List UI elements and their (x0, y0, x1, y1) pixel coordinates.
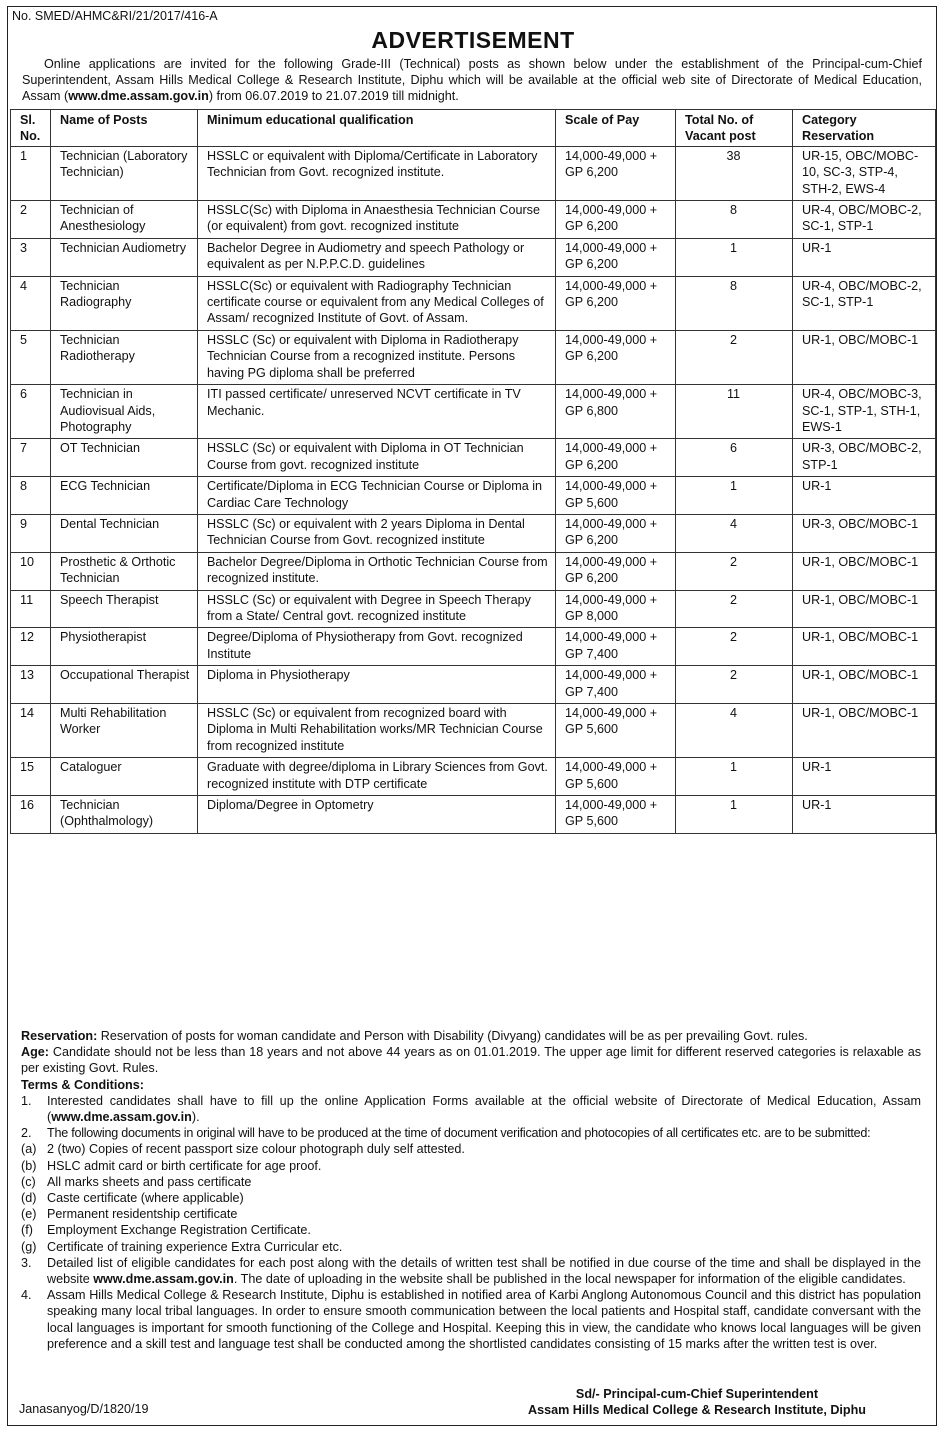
reservation-text: Reservation of posts for woman candidate and Person with Disability (Divyang) candidates will be as per prevailing Govt. rules. (100, 1029, 808, 1043)
cell-post-name: OT Technician (51, 439, 198, 477)
document-text: All marks sheets and pass certificate (47, 1174, 252, 1189)
cell-post-name: Multi Rehabilitation Worker (51, 704, 198, 758)
table-header-row (11, 110, 936, 147)
cell-post-name: Dental Technician (51, 514, 198, 552)
document-marker: (e) (21, 1207, 37, 1222)
cell-post-name: Technician Radiotherapy (51, 330, 198, 384)
cell-scale-of-pay: 14,000-49,000 + GP 5,600 (556, 758, 676, 796)
header-scale-of-pay: Scale of Pay (556, 110, 676, 147)
header-sl-no: Sl. No. (11, 110, 51, 147)
signatory-institution: Assam Hills Medical College & Research Institute, Diphu (527, 1403, 866, 1418)
term-item-3 (21, 1255, 921, 1287)
cell-scale-of-pay: 14,000-49,000 + GP 7,400 (556, 666, 676, 704)
table-row (11, 758, 936, 796)
term-text-end: ). (191, 1110, 200, 1125)
signature-block (528, 1386, 866, 1419)
cell-post-name: Speech Therapist (51, 590, 198, 628)
term-number: 4. (21, 1288, 32, 1303)
term-item-1 (21, 1093, 921, 1125)
document-marker: (g) (21, 1239, 37, 1254)
reservation-note (21, 1028, 921, 1044)
age-note (21, 1044, 921, 1076)
cell-qualification: Bachelor Degree/Diploma in Orthotic Technician Course from recognized institute. (198, 552, 556, 590)
table-row (11, 796, 936, 834)
cell-qualification: Bachelor Degree in Audiometry and speech Pathology or equivalent as per N.P.P.C.D. guidelines (198, 238, 556, 276)
table-row (11, 514, 936, 552)
document-item (21, 1222, 921, 1238)
cell-scale-of-pay: 14,000-49,000 + GP 6,200 (556, 276, 676, 330)
document-marker: (a) (21, 1142, 37, 1157)
cell-post-name: Occupational Therapist (51, 666, 198, 704)
cell-post-name: Cataloguer (51, 758, 198, 796)
cell-qualification: HSSLC (Sc) or equivalent with 2 years Diploma in Dental Technician Course from Govt. recognized institute (198, 514, 556, 552)
cell-sl-no: 15 (11, 758, 51, 796)
cell-sl-no: 1 (11, 146, 51, 200)
posts-table (10, 109, 936, 834)
cell-qualification: Certificate/Diploma in ECG Technician Course or Diploma in Cardiac Care Technology (198, 477, 556, 515)
cell-category: UR-1 (793, 796, 936, 834)
document-item (21, 1158, 921, 1174)
cell-vacancies: 2 (676, 552, 793, 590)
cell-scale-of-pay: 14,000-49,000 + GP 6,200 (556, 552, 676, 590)
cell-sl-no: 16 (11, 796, 51, 834)
cell-sl-no: 14 (11, 704, 51, 758)
terms-heading: Terms & Conditions: (21, 1077, 144, 1092)
cell-qualification: Graduate with degree/diploma in Library Sciences from Govt. recognized institute with DTP certificate (198, 758, 556, 796)
cell-qualification: HSSLC (Sc) or equivalent with Diploma in Radiotherapy Technician Course from a recognized institute. Persons having PG diploma shall be preferred (198, 330, 556, 384)
cell-post-name: Technician (Ophthalmology) (51, 796, 198, 834)
document-marker: (d) (21, 1191, 37, 1206)
cell-sl-no: 7 (11, 439, 51, 477)
cell-qualification: HSSLC (Sc) or equivalent with Diploma in OT Technician Course from govt. recognized institute (198, 439, 556, 477)
signatory-title: Sd/- Principal-cum-Chief Superintendent (575, 1387, 819, 1401)
term-text: The following documents in original will have to be produced at the time of document verification and photocopies of all certificates etc. are to be submitted: (47, 1126, 871, 1141)
document-marker: (c) (21, 1174, 36, 1189)
term-text: Detailed list of eligible candidates for each post along with the details of written test shall be notified in due course of the time and shall be displayed in the website (47, 1255, 921, 1287)
table-row (11, 439, 936, 477)
table-row (11, 628, 936, 666)
term-number: 1. (21, 1093, 32, 1108)
document-item (21, 1190, 921, 1206)
table-row (11, 276, 936, 330)
cell-vacancies: 11 (676, 385, 793, 439)
document-text: Employment Exchange Registration Certificate. (47, 1223, 311, 1238)
cell-vacancies: 1 (676, 796, 793, 834)
term-text: Assam Hills Medical College & Research Institute, Diphu is established in notified area of Karbi Anglong Autonomous Council and this district has population speaking many local tribal languages. In order to ensure smooth communication between the local patients and Hospital staff, candidate conversant with the local languages is important for smooth functioning of the College and Hospital. Keeping this in view, the candidate who knows local languages will be given preference and a skill test and language test shall be conducted among the shortlisted candidates consisting of 15 marks after the written test is over. (47, 1288, 921, 1351)
cell-qualification: HSSLC (Sc) or equivalent with Degree in Speech Therapy from a State/ Central govt. recognized institute (198, 590, 556, 628)
cell-sl-no: 3 (11, 238, 51, 276)
cell-category: UR-4, OBC/MOBC-3, SC-1, STP-1, STH-1, EWS-1 (793, 385, 936, 439)
website-link[interactable]: www.dme.assam.gov.in (51, 1110, 192, 1125)
reservation-label: Reservation: (21, 1029, 98, 1043)
page-title: ADVERTISEMENT (371, 27, 575, 53)
term-number: 3. (21, 1255, 32, 1270)
cell-vacancies: 1 (676, 758, 793, 796)
cell-category: UR-1 (793, 477, 936, 515)
cell-vacancies: 2 (676, 590, 793, 628)
cell-scale-of-pay: 14,000-49,000 + GP 6,200 (556, 238, 676, 276)
cell-qualification: HSSLC or equivalent with Diploma/Certificate in Laboratory Technician from Govt. recognized institute. (198, 146, 556, 200)
cell-category: UR-1, OBC/MOBC-1 (793, 704, 936, 758)
cell-scale-of-pay: 14,000-49,000 + GP 5,600 (556, 704, 676, 758)
cell-qualification: ITI passed certificate/ unreserved NCVT certificate in TV Mechanic. (198, 385, 556, 439)
cell-qualification: Diploma/Degree in Optometry (198, 796, 556, 834)
cell-post-name: Technician Audiometry (51, 238, 198, 276)
term-item-4 (21, 1287, 921, 1352)
cell-category: UR-1, OBC/MOBC-1 (793, 590, 936, 628)
cell-vacancies: 1 (676, 238, 793, 276)
table-row (11, 238, 936, 276)
cell-scale-of-pay: 14,000-49,000 + GP 6,800 (556, 385, 676, 439)
cell-scale-of-pay: 14,000-49,000 + GP 6,200 (556, 146, 676, 200)
cell-category: UR-4, OBC/MOBC-2, SC-1, STP-1 (793, 276, 936, 330)
cell-post-name: Physiotherapist (51, 628, 198, 666)
table-row (11, 590, 936, 628)
document-text: HSLC admit card or birth certificate for age proof. (47, 1158, 322, 1173)
cell-vacancies: 6 (676, 439, 793, 477)
cell-qualification: HSSLC(Sc) or equivalent with Radiography Technician certificate course or equivalent from any Medical Colleges of Assam/ recognized Institute of Govt. of Assam. (198, 276, 556, 330)
cell-post-name: Technician in Audiovisual Aids, Photography (51, 385, 198, 439)
cell-scale-of-pay: 14,000-49,000 + GP 6,200 (556, 330, 676, 384)
document-item (21, 1141, 921, 1157)
term-item-2 (21, 1125, 921, 1141)
table-row (11, 666, 936, 704)
document-item (21, 1206, 921, 1222)
cell-scale-of-pay: 14,000-49,000 + GP 6,200 (556, 514, 676, 552)
cell-sl-no: 10 (11, 552, 51, 590)
cell-vacancies: 8 (676, 201, 793, 239)
cell-post-name: Prosthetic & Orthotic Technician (51, 552, 198, 590)
table-row (11, 330, 936, 384)
header-qualification: Minimum educational qualification (198, 110, 556, 147)
cell-category: UR-1, OBC/MOBC-1 (793, 330, 936, 384)
table-row (11, 704, 936, 758)
cell-sl-no: 11 (11, 590, 51, 628)
cell-sl-no: 13 (11, 666, 51, 704)
cell-category: UR-1, OBC/MOBC-1 (793, 628, 936, 666)
cell-vacancies: 2 (676, 666, 793, 704)
cell-vacancies: 38 (676, 146, 793, 200)
cell-sl-no: 5 (11, 330, 51, 384)
header-vacancies: Total No. of Vacant post (676, 110, 793, 147)
cell-qualification: HSSLC (Sc) or equivalent from recognized board with Diploma in Multi Rehabilitation works/MR Technician Course from recognized institute (198, 704, 556, 758)
cell-vacancies: 8 (676, 276, 793, 330)
cell-post-name: Technician of Anesthesiology (51, 201, 198, 239)
intro-text-end: ) from 06.07.2019 to 21.07.2019 till midnight. (208, 89, 459, 104)
header-post-name: Name of Posts (51, 110, 198, 147)
table-row (11, 552, 936, 590)
document-text: Permanent residentship certificate (47, 1207, 238, 1222)
document-marker: (f) (21, 1223, 33, 1238)
reference-number: No. SMED/AHMC&RI/21/2017/416-A (12, 9, 218, 23)
intro-text-start: Online applications are invited for the following Grade-III (Technical) posts as shown below under the establishment of the Principal-cum-Chief Superintendent, Assam Hills Medical College & Research Institute, Diphu which will be available at the official web site of Directorate of Medical Education, Assam ( (22, 57, 922, 104)
terms-section (21, 1028, 921, 1352)
cell-vacancies: 1 (676, 477, 793, 515)
cell-post-name: Technician (Laboratory Technician) (51, 146, 198, 200)
term-text: Interested candidates shall have to fill up the online Application Forms available at the official website of Directorate of Medical Education, Assam ( (47, 1093, 921, 1125)
age-label: Age: (21, 1045, 49, 1060)
cell-scale-of-pay: 14,000-49,000 + GP 8,000 (556, 590, 676, 628)
cell-vacancies: 4 (676, 704, 793, 758)
header-category: Category Reservation (793, 110, 936, 147)
documents-list (21, 1141, 921, 1254)
cell-category: UR-1 (793, 238, 936, 276)
cell-category: UR-3, OBC/MOBC-2, STP-1 (793, 439, 936, 477)
document-item (21, 1174, 921, 1190)
cell-category: UR-15, OBC/MOBC-10, SC-3, STP-4, STH-2, EWS-4 (793, 146, 936, 200)
document-text: Certificate of training experience Extra Curricular etc. (47, 1239, 343, 1254)
cell-category: UR-3, OBC/MOBC-1 (793, 514, 936, 552)
cell-sl-no: 2 (11, 201, 51, 239)
document-marker: (b) (21, 1158, 37, 1173)
intro-paragraph (22, 56, 922, 105)
cell-category: UR-1 (793, 758, 936, 796)
cell-vacancies: 2 (676, 628, 793, 666)
footer-reference: Janasanyog/D/1820/19 (19, 1402, 149, 1416)
table-row (11, 201, 936, 239)
cell-sl-no: 8 (11, 477, 51, 515)
cell-vacancies: 2 (676, 330, 793, 384)
term-number: 2. (21, 1126, 32, 1141)
intro-website-link[interactable]: www.dme.assam.gov.in (68, 89, 209, 104)
cell-sl-no: 6 (11, 385, 51, 439)
cell-sl-no: 12 (11, 628, 51, 666)
cell-sl-no: 4 (11, 276, 51, 330)
cell-post-name: Technician Radiography (51, 276, 198, 330)
cell-scale-of-pay: 14,000-49,000 + GP 5,600 (556, 477, 676, 515)
cell-qualification: Diploma in Physiotherapy (198, 666, 556, 704)
table-row (11, 146, 936, 200)
cell-category: UR-1, OBC/MOBC-1 (793, 666, 936, 704)
cell-scale-of-pay: 14,000-49,000 + GP 6,200 (556, 201, 676, 239)
table-row (11, 477, 936, 515)
cell-category: UR-4, OBC/MOBC-2, SC-1, STP-1 (793, 201, 936, 239)
document-text: 2 (two) Copies of recent passport size colour photograph duly self attested. (47, 1142, 465, 1157)
document-text: Caste certificate (where applicable) (47, 1191, 244, 1206)
table-body (11, 146, 936, 833)
table-row (11, 385, 936, 439)
cell-sl-no: 9 (11, 514, 51, 552)
cell-vacancies: 4 (676, 514, 793, 552)
term-text-end: . The date of uploading in the website shall be published in the local newspaper for information of the eligible candidates. (233, 1272, 906, 1287)
website-link[interactable]: www.dme.assam.gov.in (93, 1272, 234, 1287)
cell-scale-of-pay: 14,000-49,000 + GP 7,400 (556, 628, 676, 666)
cell-scale-of-pay: 14,000-49,000 + GP 5,600 (556, 796, 676, 834)
cell-post-name: ECG Technician (51, 477, 198, 515)
cell-qualification: HSSLC(Sc) with Diploma in Anaesthesia Technician Course (or equivalent) from govt. recognized institute (198, 201, 556, 239)
cell-scale-of-pay: 14,000-49,000 + GP 6,200 (556, 439, 676, 477)
cell-qualification: Degree/Diploma of Physiotherapy from Govt. recognized Institute (198, 628, 556, 666)
cell-category: UR-1, OBC/MOBC-1 (793, 552, 936, 590)
document-item (21, 1239, 921, 1255)
age-text: Candidate should not be less than 18 years and not above 44 years as on 01.01.2019. The upper age limit for different reserved categories is relaxable as per existing Govt. Rules. (21, 1045, 922, 1076)
